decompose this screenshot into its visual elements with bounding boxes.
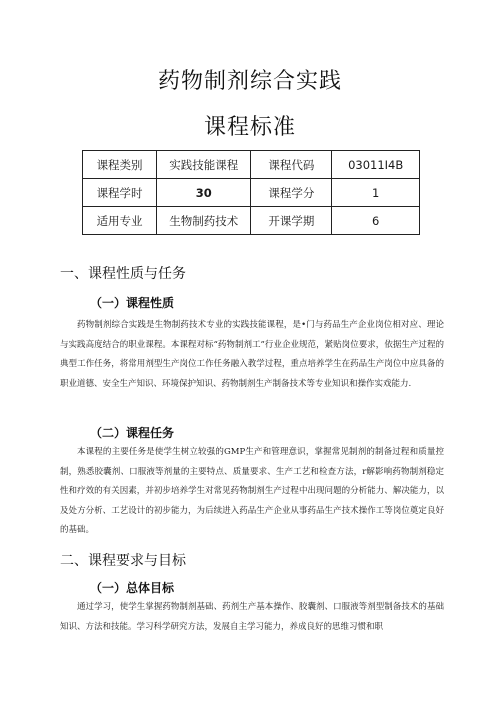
paragraph-course-nature: 药物制剂综合实践是生物制药技术专业的实践技能课程，是•门与药品生产企业岗位相对应、理论与实践高度结合的职业课程。本课程对标“药物制剂工”行业企业规范，紧贴岗位要求，依据生产过程的典型工作任务，将常用剂型生产岗位工作任务融入教学过程，重点培养学生在药品生产岗位中应具备的职业道德、安全生产知识、环境保护知识、药物制剂生产制备技术等专业知识和操作实戏能力. bbox=[60, 320, 444, 389]
table-cell: 03011I4B bbox=[332, 151, 420, 179]
subsection-heading-nature: （一）课程性质 bbox=[90, 296, 175, 310]
table-row bbox=[83, 179, 420, 207]
table-cell: 30 bbox=[157, 179, 251, 207]
subsection-heading-goal: （一）总体目标 bbox=[90, 581, 175, 595]
document-subtitle: 课程标准 bbox=[203, 115, 296, 140]
paragraph-overall-goal: 通过学习，使学生掌握药物制剂基础、药剂生产基本操作、胶囊剂、口服液等剂型制备技术的基础知识、方法和技能。学习科学研究方法，发展自主学习能力，养成良好的思维习惯和职 bbox=[60, 602, 444, 632]
table-cell: 课程类别 bbox=[83, 151, 157, 179]
table-cell: 6 bbox=[332, 207, 420, 235]
table-cell: 实践技能课程 bbox=[157, 151, 251, 179]
table-cell: 生物制药技术 bbox=[157, 207, 251, 235]
document-title: 药物制剂综合实践 bbox=[157, 69, 342, 94]
table-cell: 课程学分 bbox=[251, 179, 332, 207]
paragraph-course-task: 本课程的主要任务是使学生树立较强的GMP生产和管理意识，掌握常见制剂的制备过程和质量控制，熟悉胶囊剂、口服液等剂量的主要特点、质量要求、生产工艺和检查方法，r解影响药物制剂稳定性和疗效的有关因素，并初步培养学生对常见药物制剂生产过程中出现问题的分析能力、解决能力，以及处方分析、工艺设计的初步能力，为后续进入药品生产企业从事药品生产技术操作工等岗位奠定良好的基础。 bbox=[60, 447, 444, 535]
table-row bbox=[83, 151, 420, 179]
section-heading-1: 一、课程性质与任务 bbox=[60, 266, 186, 282]
table-cell: 1 bbox=[332, 179, 420, 207]
table-cell: 课程学时 bbox=[83, 179, 157, 207]
table-row bbox=[83, 207, 420, 235]
subsection-heading-task: （二）课程任务 bbox=[90, 426, 175, 440]
table-cell: 开课学期 bbox=[251, 207, 332, 235]
section-heading-2: 二、课程要求与目标 bbox=[60, 553, 186, 569]
table-cell: 课程代码 bbox=[251, 151, 332, 179]
course-info-table bbox=[82, 150, 420, 235]
table-cell: 适用专业 bbox=[83, 207, 157, 235]
